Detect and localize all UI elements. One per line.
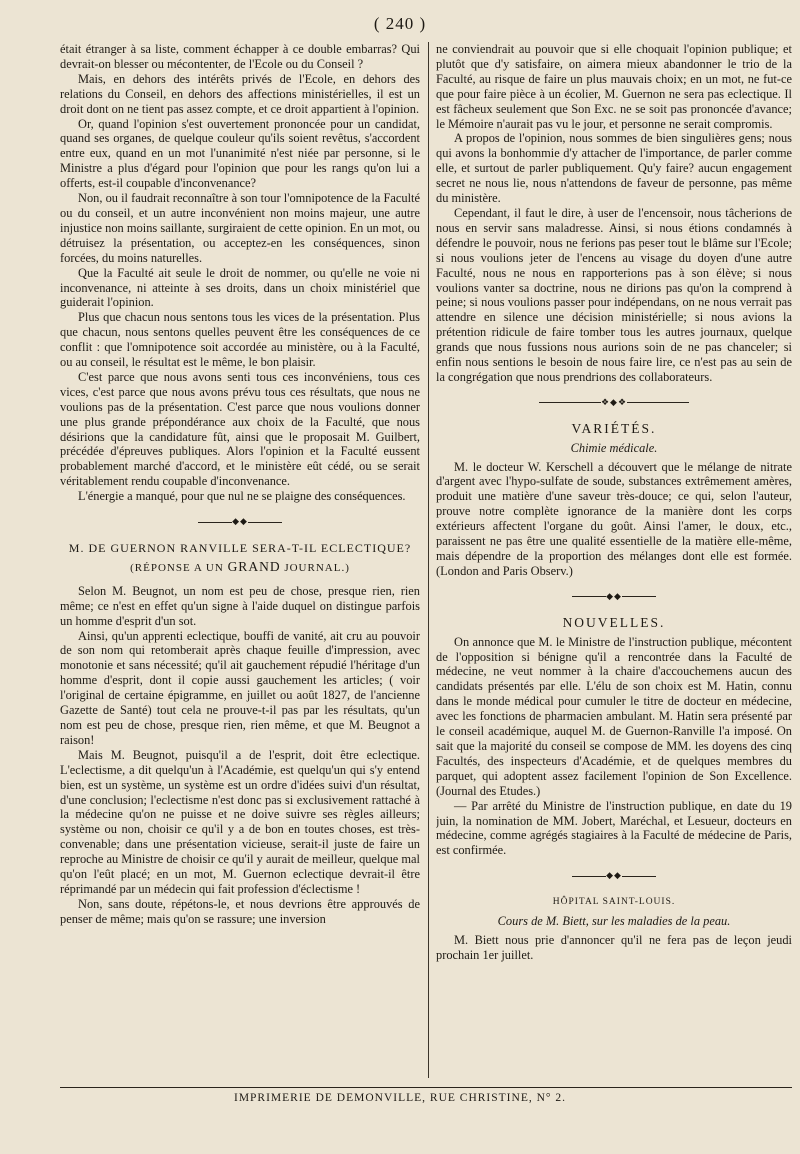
paragraph: M. Biett nous prie d'annoncer qu'il ne fera pas de leçon jeudi prochain 1er juillet.: [436, 932, 792, 962]
paragraph: était étranger à sa liste, comment échapper à ce double embarras? Qui devrait-on blesser ou mécontenter, de l'Ecole ou du Conseil ?: [60, 42, 420, 71]
paragraph: A propos de l'opinion, nous sommes de bien singulières gens; nous qui avons la bonhommie d'y attacher de l'importance, de parler comme elle, et surtout de parler publiquement. Qu'y faire? aucun engagement secret ne nous lie, nous n'attendons de faveur de personne, pas même du ministère.: [436, 131, 792, 206]
right-column: [436, 42, 792, 1078]
paragraph: C'est parce que nous avons senti tous ces inconvéniens, tous ces vices, c'est parce que nous avons prévu tous ces résultats, que nous ne voulions pas de la présentation. C'est parce que nous voulions donner une plus grande prépondérance aux choix de la Faculté, que nous désirions que la candidature fût, ainsi que le proposait M. Guilbert, précédée d'épreuves publiques. Alors l'opinion et la Faculté eussent probablement marché d'accord, et le ministère eût cédé, ou se serait véritablement rendu coupable d'inconvenance.: [60, 369, 420, 489]
paragraph: Plus que chacun nous sentons tous les vices de la présentation. Plus que chacun, nous sentons quelles peuvent être les conséquences de ce conflit : que l'omnipotence soit accordée au ministère, ou à la Faculté, ou au conseil, le résultat est le même, le bon plaisir.: [60, 310, 420, 370]
left-column: [60, 42, 420, 1078]
paragraph: Cependant, il faut le dire, à user de l'encensoir, nous tâcherions de nous en servir sans maladresse. Ainsi, si nous étions condamnés à défendre le pouvoir, nous ne ferions pas peser tout le blâme sur l'Ecole; si nous voulions jeter de l'encens au visage du doyen d'une autre Faculté, nous ne nous en rapporterions pas à son élève; si nous voulions vanter sa doctrine, nous ne dirions pas qu'on la comprend à peine; si nous voulions passer pour indépendans, on ne nous verrait pas attendre en silence une décision ministérielle; si nous avions la prétention ridicule de faire tomber tous les autres journaux, quelque grands que nous fussions nous aurions soin de ne pas chanceler; si enfin nous sentions le besoin de nous faire lire, ce n'est pas au sein de la congrégation que nous prendrions des collaborateurs.: [436, 205, 792, 384]
paragraph: — Par arrêté du Ministre de l'instruction publique, en date du 19 juin, la nomination de MM. Jobert, Maréchal, et Lesueur, docteurs en médecine, comme agrégés stagiaires à la Faculté de médecine de Paris, est confirmée.: [436, 798, 792, 858]
footer-rule: [60, 1087, 792, 1088]
paragraph: Non, sans doute, répétons-le, et nous devrions être approuvés de penser de même; mais qu'on se rassure; une inversion: [60, 896, 420, 926]
printer-imprint: IMPRIMERIE DE DEMONVILLE, RUE CHRISTINE, N° 2.: [233, 1092, 566, 1104]
article-subtitle-b: JOURNAL.): [284, 561, 350, 574]
paragraph: L'énergie a manqué, pour que nul ne se plaigne des conséquences.: [78, 489, 406, 504]
paragraph: Mais, en dehors des intérêts privés de l'Ecole, en dehors des relations du Conseil, en dehors des affections ministérielles, il est un droit dont on ne tient pas assez compte, et ce droit appartient à l'opinion.: [60, 71, 420, 116]
section-subtitle-cours: Cours de M. Biett, sur les maladies de la peau.: [497, 914, 731, 929]
paragraph: On annonce que M. le Ministre de l'instruction publique, mécontent de l'opposition si bénigne qu'il a rencontrée dans la Faculté de médecine, ne veut nommer à la chaire d'accouchemens aucun des candidats présentés par elle. L'élu de son choix est M. Hatin, connu dans le monde médical pour cumuler le titre de docteur en médecine, avec les fonctions de pharmacien ambulant. M. Hatin sera présenté par le conseil académique, auquel M. de Guernon-Ranville l'a imposé. On sait que la majorité du conseil se compose de MM. les doyens des cinq Facultés, des inspecteurs d'Académie, et de quelques membres du parquet, qui adoptent assez facilement l'opinion de Son Excellence. (Journal des Etudes.): [436, 634, 792, 798]
paragraph: Que la Faculté ait seule le droit de nommer, ou qu'elle ne voie ni inconvenance, ni atteinte à ses droits, dans un choix ministériel que guiderait l'opinion.: [60, 265, 420, 310]
paragraph: ne conviendrait au pouvoir que si elle choquait l'opinion publique; et plutôt que d'y satisfaire, on aimera mieux abandonner le trio de la Faculté, au risque de faire un plus mauvais choix; en un mot, ne fut-ce que pour faire pièce à un écolier, M. Guernon ne sera pas eclectique. Il est fâcheux seulement que Son Exc. ne se soit pas prononcée d'avance; le Mémoire n'aurait pas vu le jour, et personne ne serait compromis.: [436, 42, 792, 131]
ornament-divider: ❖◆❖: [436, 395, 792, 410]
article-subtitle: [60, 560, 420, 576]
ornament-divider: ◆◆: [60, 514, 420, 529]
ornament-divider: ◆◆: [436, 589, 792, 604]
page-number: ( 240 ): [373, 14, 427, 33]
section-title-hopital: HÔPITAL SAINT-LOUIS.: [552, 897, 676, 908]
paragraph: M. le docteur W. Kerschell a découvert que le mélange de nitrate d'argent avec l'hypo-sulfate de soude, substances extrêmement amères, produit une matière d'une saveur très-douce; ce qui, selon l'auteur, prouve notre complète ignorance de la manière dont les corps extérieurs affectent l'organe du goût. Ainsi l'amer, le doux, etc., paraissent ne pas être une qualité essentielle de la matière elle-même, mais dépendre de la proportion des mélanges dont elle est formée. (London and Paris Observ.): [436, 459, 792, 578]
paragraph: Ainsi, qu'un apprenti eclectique, bouffi de vanité, ait cru au pouvoir de son nom qui retomberait après chaque feuille d'impression, avec monotonie et sans nécessité; qu'il ait gauchement répudié l'héritage d'un homme d'esprit, dont il copie aussi gauchement les articles; ( voir l'original de certaine épigramme, en juillet ou août 1827, de l'ancienne Gazette de Santé) tout cela ne prouve-t-il pas par les résultats, qu'un nom est peu de chose, presque rien, rien même, et que M. Beugnot a raison!: [60, 628, 420, 747]
column-divider: [428, 42, 429, 1078]
section-subtitle-chimie: Chimie médicale.: [570, 440, 658, 455]
article-subtitle-a: (RÉPONSE A UN: [130, 561, 224, 574]
paragraph: Mais M. Beugnot, puisqu'il a de l'esprit, doit être eclectique. L'eclectisme, a dit quelqu'un à l'Académie, est quelqu'un qui s'y entend bien, est un système, un système est un ordre d'idées suivi d'un résultat, d'une conclusion; l'eclectisme n'est donc pas si exclusivement rattaché à la médecine qu'on ne puisse et ne doive suivre ses règles ailleurs; système ou non, choisir ce qu'il y a de bon en toutes choses, est très-convenable; dans une présentation vicieuse, serait-il juste de faire un reproche au Ministre de choisir ce qu'il y aurait de meilleur, quelque mal qu'on l'eût placé; en un mot, M. Guernon eclectique devrait-il être réprimandé par un médecin qui fait profession d'éclectisme !: [60, 747, 420, 896]
article-subtitle-big: GRAND: [227, 558, 281, 574]
paragraph: Or, quand l'opinion s'est ouvertement prononcée pour un candidat, quand ses organes, de quelque couleur qu'ils soient revêtus, s'accordent entre eux, quand en un mot l'unanimité n'est niée par personne, si le Ministre a plus d'égard pour l'opinion que pour les rangs qu'on lui a offerts, est-il coupable d'inconvenance?: [60, 116, 420, 191]
paragraph: Non, ou il faudrait reconnaître à son tour l'omnipotence de la Faculté ou du conseil, et un autre inconvénient non moins majeur, une autre injustice non moins saillante, surgiraient de cette opinion. En un mot, ou détruisez la présentation, ou acceptez-en les conséquences, sinon forcées, du moins naturelles.: [60, 191, 420, 265]
article-title: M. DE GUERNON RANVILLE SERA-T-IL ECLECTIQUE?: [68, 541, 412, 555]
paragraph: Selon M. Beugnot, un nom est peu de chose, presque rien, rien même; ce n'est en effet qu'un signe à l'aide duquel on distingue parfois un homme d'esprit d'un sot.: [60, 583, 420, 628]
section-title-nouvelles: NOUVELLES.: [562, 614, 666, 630]
section-title-varietes: VARIÉTÉS.: [571, 420, 657, 436]
ornament-divider: ◆◆: [436, 868, 792, 883]
